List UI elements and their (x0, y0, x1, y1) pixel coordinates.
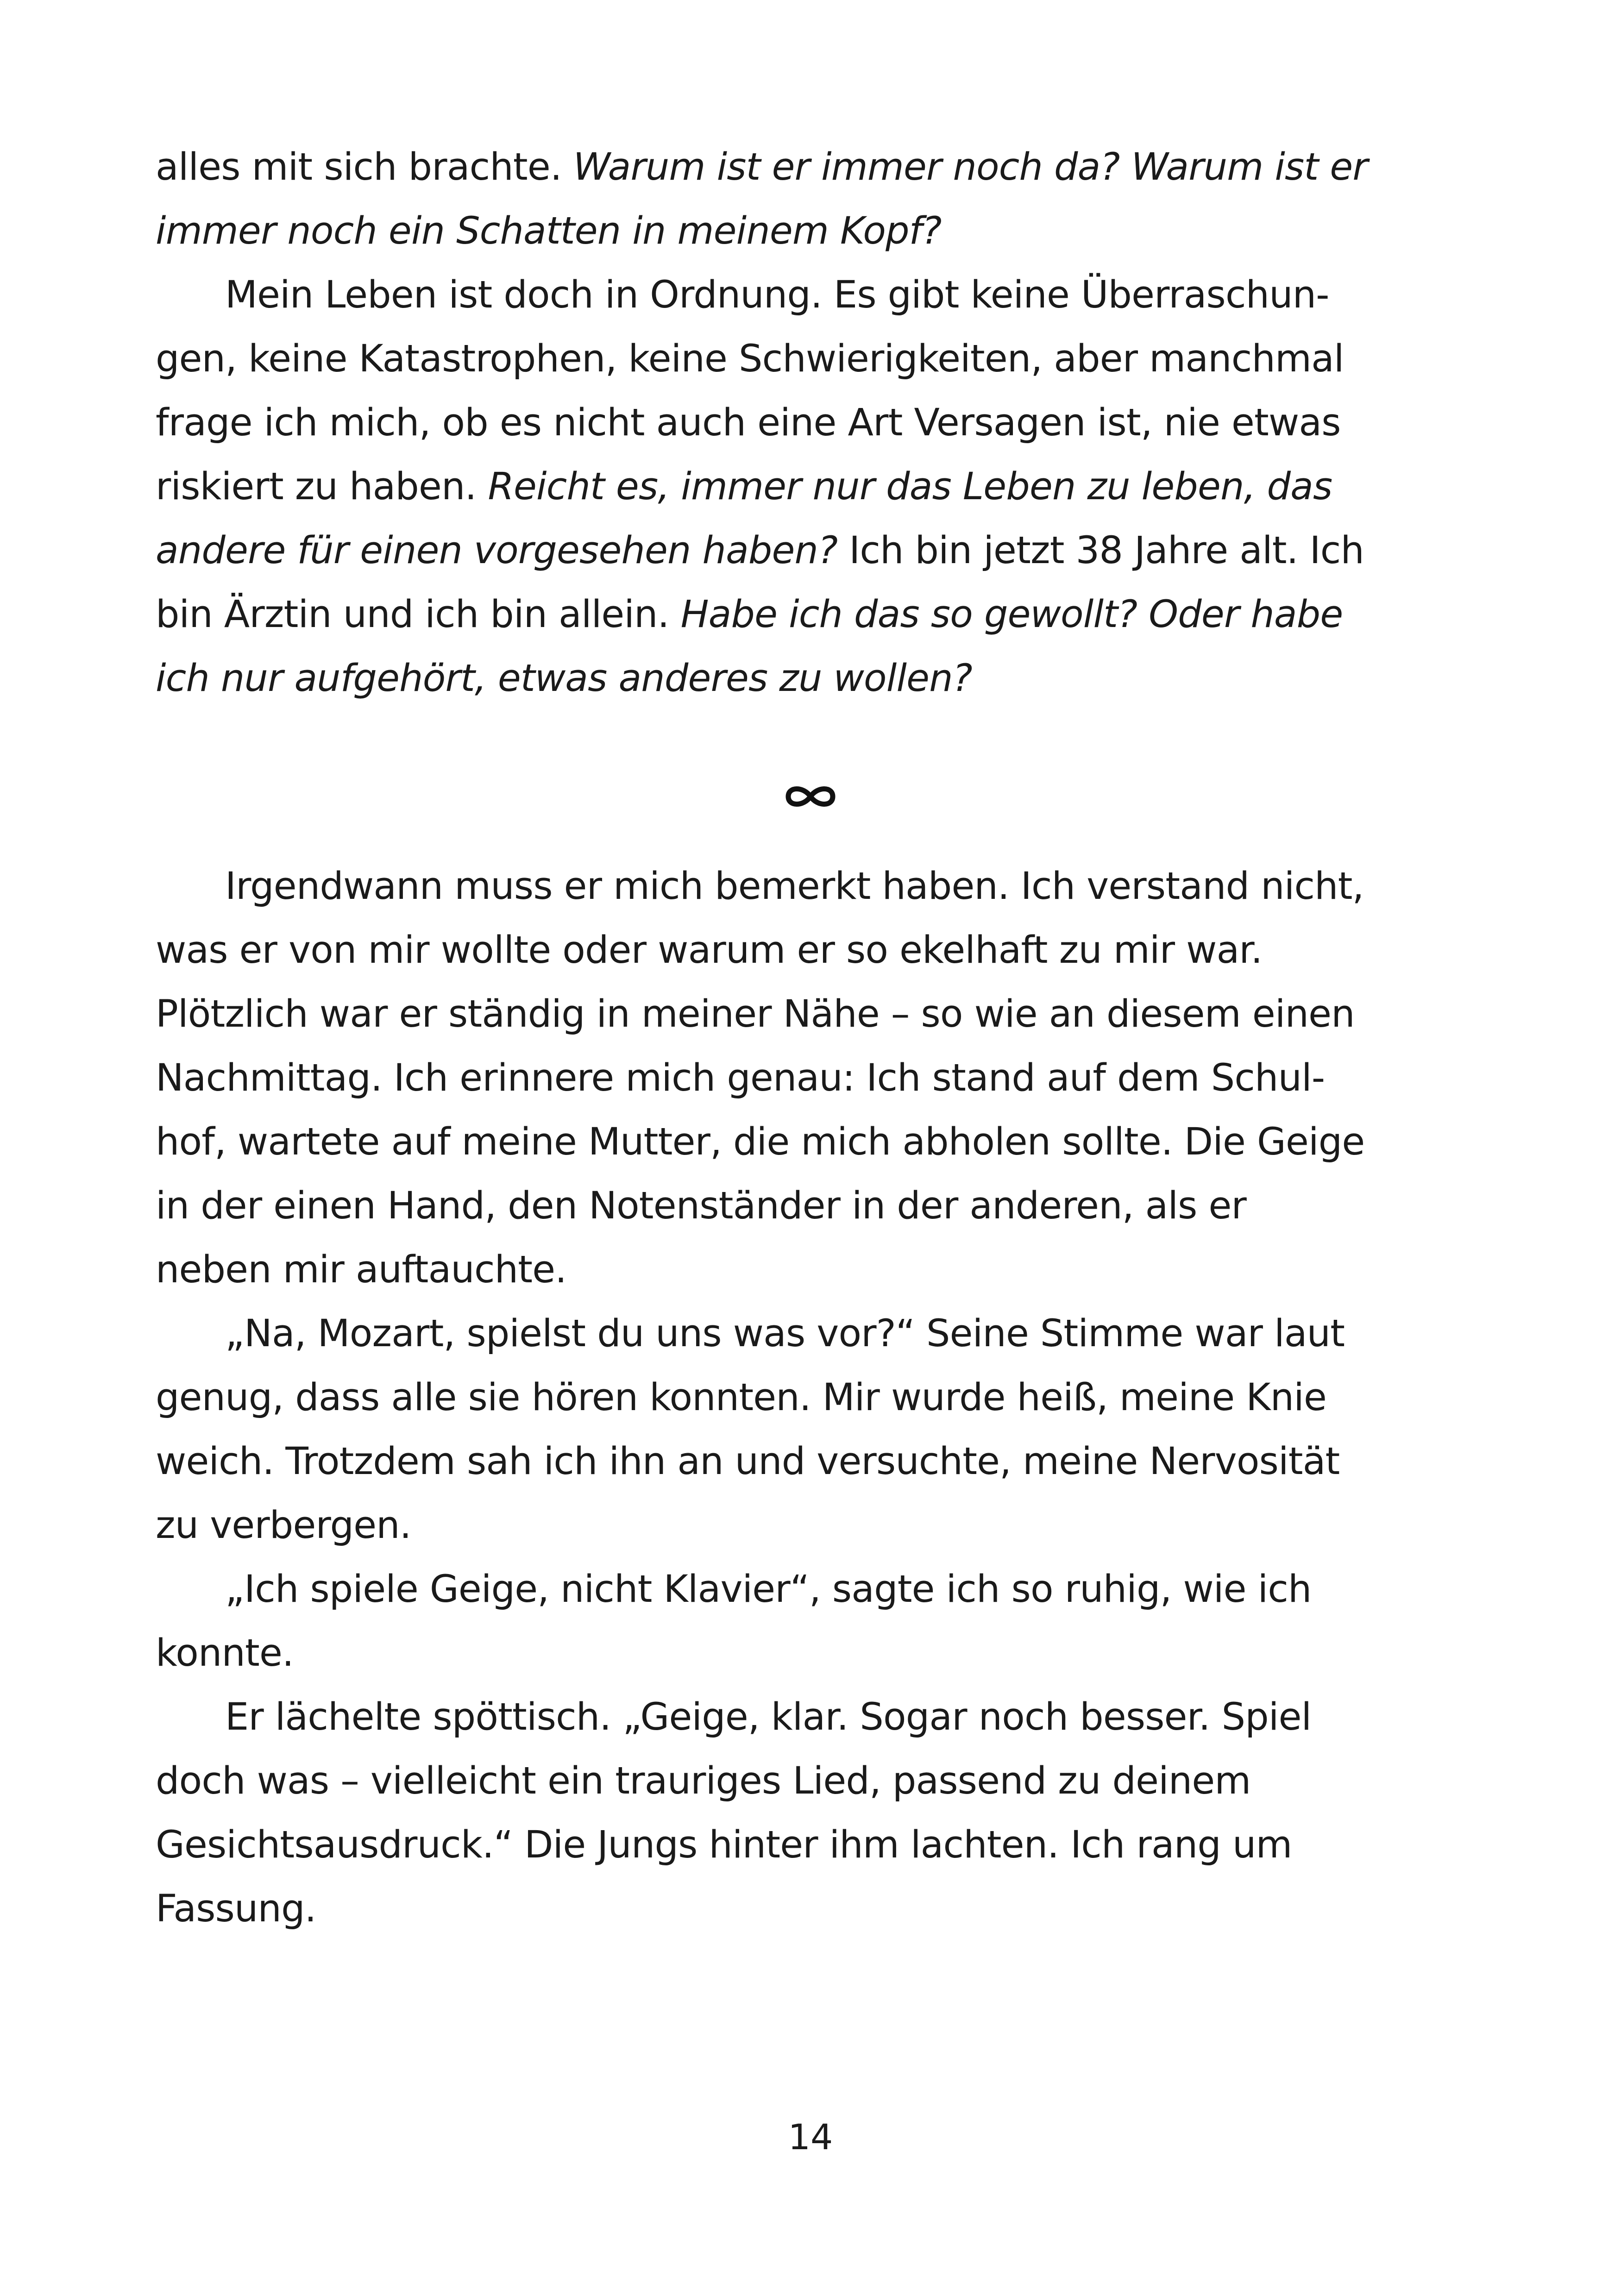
text-line (156, 1813, 1457, 1877)
text-line (156, 1621, 1457, 1685)
text-segment: zu verbergen. (156, 1504, 411, 1547)
text-segment: gen, keine Katastrophen, keine Schwierigkeiten, aber manchmal (156, 337, 1344, 381)
text-line (156, 1174, 1457, 1238)
text-line (156, 263, 1457, 327)
text-segment: was er von mir wollte oder warum er so ekelhaft zu mir war. (156, 928, 1263, 972)
text-segment: in der einen Hand, den Notenständer in der anderen, als er (156, 1184, 1247, 1228)
text-segment: doch was – vielleicht ein trauriges Lied, passend zu deinem (156, 1759, 1251, 1803)
page-number: 14 (788, 2116, 833, 2158)
italic-text-segment: Habe ich das so gewollt? Oder habe (680, 593, 1343, 636)
italic-text-segment: andere für einen vorgesehen haben? (156, 529, 838, 572)
text-segment: Nachmittag. Ich erinnere mich genau: Ich stand auf dem Schul- (156, 1056, 1325, 1100)
text-segment: hof, wartete auf meine Mutter, die mich abholen sollte. Die Geige (156, 1120, 1365, 1164)
text-segment: neben mir auftauchte. (156, 1248, 567, 1292)
infinity-icon (778, 783, 843, 810)
text-line (156, 918, 1457, 982)
text-section-top (156, 135, 1457, 710)
text-line (156, 982, 1457, 1046)
text-line (156, 455, 1457, 519)
text-segment: bin Ärztin und ich bin allein. (156, 593, 681, 636)
text-line (156, 519, 1457, 583)
text-line (156, 854, 1457, 918)
text-line (156, 583, 1457, 646)
text-line (156, 646, 1457, 710)
text-line (156, 1238, 1457, 1302)
text-segment: Ich bin jetzt 38 Jahre alt. Ich (837, 529, 1364, 572)
italic-text-segment: Warum ist er immer noch da? Warum ist er (573, 145, 1368, 189)
section-separator (0, 769, 1621, 824)
text-segment: alles mit sich brachte. (156, 145, 573, 189)
text-line (156, 1493, 1457, 1557)
text-line (156, 1430, 1457, 1493)
text-segment: Er lächelte spöttisch. „Geige, klar. Sogar noch besser. Spiel (225, 1695, 1312, 1739)
text-line (156, 199, 1457, 263)
italic-text-segment: immer noch ein Schatten in meinem Kopf? (156, 209, 942, 253)
italic-text-segment: Reicht es, immer nur das Leben zu leben, das (488, 465, 1332, 508)
italic-text-segment: ich nur aufgehört, etwas anderes zu wollen? (156, 657, 972, 700)
text-segment: genug, dass alle sie hören konnten. Mir wurde heiß, meine Knie (156, 1376, 1327, 1419)
text-line (156, 1366, 1457, 1430)
text-segment: Gesichtsausdruck.“ Die Jungs hinter ihm lachten. Ich rang um (156, 1823, 1292, 1867)
text-segment: frage ich mich, ob es nicht auch eine Art Versagen ist, nie etwas (156, 401, 1341, 445)
text-line (156, 391, 1457, 455)
text-segment: konnte. (156, 1631, 294, 1675)
text-segment: riskiert zu haben. (156, 465, 488, 508)
text-segment: Mein Leben ist doch in Ordnung. Es gibt keine Überraschun- (225, 273, 1329, 317)
text-line (156, 1557, 1457, 1621)
text-line (156, 327, 1457, 391)
text-section-bottom (156, 854, 1457, 1941)
text-segment: Plötzlich war er ständig in meiner Nähe – so wie an diesem einen (156, 992, 1355, 1036)
text-segment: Fassung. (156, 1887, 316, 1931)
text-line (156, 1302, 1457, 1366)
text-line (156, 1877, 1457, 1941)
text-segment: „Ich spiele Geige, nicht Klavier“, sagte ich so ruhig, wie ich (225, 1568, 1312, 1611)
text-line (156, 135, 1457, 199)
text-line (156, 1685, 1457, 1749)
text-segment: „Na, Mozart, spielst du uns was vor?“ Seine Stimme war laut (225, 1312, 1345, 1355)
text-line (156, 1749, 1457, 1813)
text-line (156, 1110, 1457, 1174)
text-segment: Irgendwann muss er mich bemerkt haben. Ich verstand nicht, (225, 865, 1364, 908)
text-segment: weich. Trotzdem sah ich ihn an und versuchte, meine Nervosität (156, 1440, 1340, 1483)
text-line (156, 1046, 1457, 1110)
